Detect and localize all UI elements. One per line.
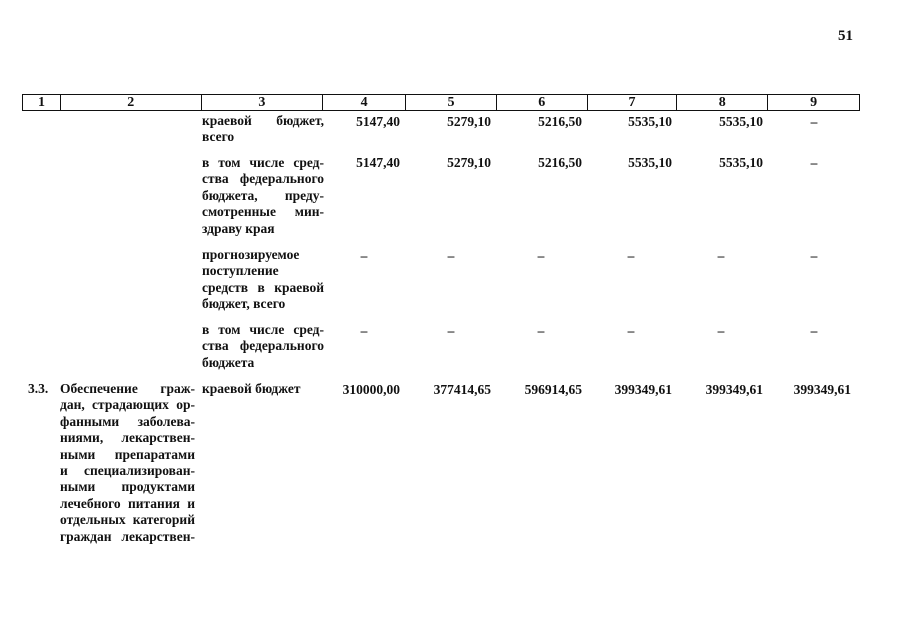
cell-line: поступление (202, 263, 279, 279)
row-5-value-col5: 377414,65 (433, 382, 491, 397)
row-5-source (202, 381, 324, 397)
cell-line: в том числе сред- (202, 322, 324, 337)
row-5-value-col6: 596914,65 (524, 382, 582, 397)
header-col-4: 4 (323, 95, 406, 110)
row-2-value-col7: 5535,10 (628, 155, 672, 170)
header-col-3: 3 (202, 95, 324, 110)
cell-line: бюджета, преду- (202, 187, 324, 203)
row-4-value-col5: – (447, 323, 455, 338)
header-col-5: 5 (406, 95, 497, 110)
row-2-value-col4: 5147,40 (356, 155, 400, 170)
header-col-8: 8 (677, 95, 768, 110)
row-3-value-col8: – (717, 248, 725, 263)
cell-line: ниями, лекарствен- (60, 430, 195, 446)
row-1-value-col9: – (810, 114, 818, 129)
cell-line: средств в краевой (202, 279, 324, 295)
cell-line: в том числе сред- (202, 155, 324, 170)
row-5-description (60, 381, 195, 545)
row-4-value-col8: – (717, 323, 725, 338)
cell-line: ными продуктами (60, 479, 195, 495)
cell-line: дан, страдающих ор- (60, 397, 195, 413)
page-number: 51 (838, 28, 853, 44)
cell-line: Обеспечение граж- (60, 381, 195, 396)
cell-line: фанными заболева- (60, 413, 195, 429)
header-col-1: 1 (23, 95, 61, 110)
cell-line: бюджета (202, 354, 255, 370)
row-1-value-col6: 5216,50 (538, 114, 582, 129)
cell-line: смотренные мин- (202, 204, 324, 220)
header-col-7: 7 (588, 95, 678, 110)
row-3-source (202, 247, 324, 313)
row-5-value-col7: 399349,61 (614, 382, 672, 397)
header-col-6: 6 (497, 95, 588, 110)
row-1-source (202, 113, 324, 146)
row-2-source (202, 155, 324, 237)
cell-line: ства федерального (202, 171, 324, 187)
row-5-value-col8: 399349,61 (705, 382, 763, 397)
table-header-row (22, 94, 860, 111)
row-4-value-col9: – (810, 323, 818, 338)
row-4-value-col7: – (627, 323, 635, 338)
row-1-value-col5: 5279,10 (447, 114, 491, 129)
row-1-value-col8: 5535,10 (719, 114, 763, 129)
cell-line: всего (202, 129, 235, 145)
row-2-value-col8: 5535,10 (719, 155, 763, 170)
row-2-value-col6: 5216,50 (538, 155, 582, 170)
row-3-value-col7: – (627, 248, 635, 263)
cell-line: и специализирован- (60, 463, 195, 479)
row-2-value-col9: – (810, 155, 818, 170)
header-col-2: 2 (61, 95, 202, 110)
cell-line: бюджет, всего (202, 296, 286, 312)
cell-line: граждан лекарствен- (60, 528, 195, 544)
row-4-source (202, 322, 324, 371)
cell-line: прогнозируемое (202, 247, 300, 262)
row-4-value-col6: – (537, 323, 545, 338)
cell-line: ными препаратами (60, 446, 195, 462)
cell-line: краевой бюджет (202, 381, 301, 396)
row-3-value-col9: – (810, 248, 818, 263)
cell-line: краевой бюджет, (202, 113, 324, 128)
cell-line: 3.3. (28, 381, 49, 396)
row-1-value-col7: 5535,10 (628, 114, 672, 129)
row-3-value-col4: – (360, 248, 368, 263)
row-4-value-col4: – (360, 323, 368, 338)
cell-line: лечебного питания и (60, 495, 195, 511)
row-2-value-col5: 5279,10 (447, 155, 491, 170)
cell-line: отдельных категорий (60, 512, 195, 528)
cell-line: ства федерального (202, 338, 324, 354)
row-5-value-col4: 310000,00 (342, 382, 400, 397)
row-3-value-col6: – (537, 248, 545, 263)
row-5-value-col9: 399349,61 (793, 382, 851, 397)
row-3-value-col5: – (447, 248, 455, 263)
header-col-9: 9 (810, 95, 818, 110)
row-5-item-number (28, 381, 62, 397)
row-1-value-col4: 5147,40 (356, 114, 400, 129)
cell-line: здраву края (202, 220, 275, 236)
